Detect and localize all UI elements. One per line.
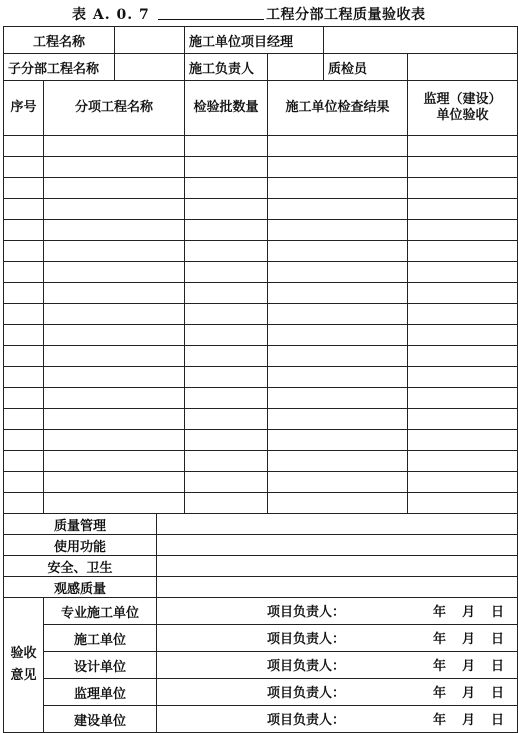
item-name-cell[interactable] xyxy=(44,136,185,157)
supervision-cell[interactable] xyxy=(408,409,518,430)
contractor-result-cell[interactable] xyxy=(268,493,408,514)
supervision-header-line2: 单位验收 xyxy=(436,108,489,123)
contractor-pm-label: 施工单位项目经理 xyxy=(185,27,324,54)
supervision-header-line1: 监理（建设） xyxy=(423,92,502,107)
acceptance-signature-cell[interactable] xyxy=(157,706,518,733)
year-label: 年 xyxy=(433,686,447,701)
check-label: 安全、卫生 xyxy=(4,556,157,577)
day-label: 日 xyxy=(491,686,505,701)
table-name: 工程分部工程质量验收表 xyxy=(266,7,426,23)
item-name-cell[interactable] xyxy=(44,220,185,241)
contractor-result-cell[interactable] xyxy=(268,472,408,493)
day-label: 日 xyxy=(491,659,505,674)
contractor-result-cell[interactable] xyxy=(268,262,408,283)
seq-cell[interactable] xyxy=(4,367,44,388)
year-label: 年 xyxy=(433,605,447,620)
batch-count-cell[interactable] xyxy=(185,325,268,346)
item-name-cell[interactable] xyxy=(44,325,185,346)
item-name-cell[interactable] xyxy=(44,241,185,262)
batch-count-cell[interactable] xyxy=(185,136,268,157)
batch-count-cell[interactable] xyxy=(185,430,268,451)
contractor-result-cell[interactable] xyxy=(268,178,408,199)
item-row xyxy=(4,178,518,199)
supervision-cell[interactable] xyxy=(408,220,518,241)
contractor-result-cell[interactable] xyxy=(268,220,408,241)
contractor-result-cell[interactable] xyxy=(268,346,408,367)
acceptance-unit-name: 施工单位 xyxy=(44,625,157,652)
supervision-cell[interactable] xyxy=(408,241,518,262)
item-name-cell[interactable] xyxy=(44,283,185,304)
contractor-result-cell[interactable] xyxy=(268,283,408,304)
supervision-cell[interactable] xyxy=(408,430,518,451)
month-label: 月 xyxy=(462,686,476,701)
inspector-field[interactable] xyxy=(408,54,518,81)
check-row xyxy=(4,556,518,577)
seq-cell[interactable] xyxy=(4,220,44,241)
batch-count-cell[interactable] xyxy=(185,472,268,493)
check-value-field[interactable] xyxy=(157,577,518,598)
form-title-bar xyxy=(0,0,518,26)
supervision-cell[interactable] xyxy=(408,367,518,388)
item-row xyxy=(4,472,518,493)
acceptance-label xyxy=(4,598,44,733)
month-label: 月 xyxy=(462,632,476,647)
batch-count-cell[interactable] xyxy=(185,346,268,367)
item-row xyxy=(4,388,518,409)
seq-cell[interactable] xyxy=(4,283,44,304)
seq-cell[interactable] xyxy=(4,199,44,220)
check-label: 观感质量 xyxy=(4,577,157,598)
contractor-result-cell[interactable] xyxy=(268,136,408,157)
seq-cell[interactable] xyxy=(4,409,44,430)
batch-count-cell[interactable] xyxy=(185,493,268,514)
item-row xyxy=(4,493,518,514)
seq-cell[interactable] xyxy=(4,262,44,283)
check-row xyxy=(4,535,518,556)
item-row xyxy=(4,325,518,346)
supervision-cell[interactable] xyxy=(408,346,518,367)
acceptance-signature-cell[interactable] xyxy=(157,625,518,652)
item-name-cell[interactable] xyxy=(44,388,185,409)
batch-count-cell[interactable] xyxy=(185,157,268,178)
supervision-cell[interactable] xyxy=(408,283,518,304)
acceptance-unit-name: 专业施工单位 xyxy=(44,598,157,625)
seq-cell[interactable] xyxy=(4,346,44,367)
contractor-result-cell[interactable] xyxy=(268,241,408,262)
subdivision-label: 子分部工程名称 xyxy=(4,54,115,81)
supervision-cell[interactable] xyxy=(408,472,518,493)
item-row xyxy=(4,241,518,262)
check-value-field[interactable] xyxy=(157,535,518,556)
item-row xyxy=(4,304,518,325)
contractor-result-cell[interactable] xyxy=(268,325,408,346)
contractor-result-cell[interactable] xyxy=(268,157,408,178)
seq-cell[interactable] xyxy=(4,493,44,514)
contractor-result-header: 施工单位检查结果 xyxy=(268,81,408,136)
contractor-pm-field[interactable] xyxy=(324,27,518,54)
person-label: 项目负责人： xyxy=(267,659,346,674)
check-row xyxy=(4,577,518,598)
item-name-cell[interactable] xyxy=(44,346,185,367)
supervision-cell[interactable] xyxy=(408,388,518,409)
batch-count-cell[interactable] xyxy=(185,241,268,262)
item-name-cell[interactable] xyxy=(44,367,185,388)
contractor-lead-label: 施工负责人 xyxy=(185,54,268,81)
supervision-cell[interactable] xyxy=(408,157,518,178)
contractor-result-cell[interactable] xyxy=(268,409,408,430)
batch-count-cell[interactable] xyxy=(185,304,268,325)
item-row xyxy=(4,409,518,430)
day-label: 日 xyxy=(491,605,505,620)
item-row xyxy=(4,367,518,388)
month-label: 月 xyxy=(462,605,476,620)
check-value-field[interactable] xyxy=(157,556,518,577)
batch-count-cell[interactable] xyxy=(185,388,268,409)
acceptance-signature-cell[interactable] xyxy=(157,679,518,706)
seq-cell[interactable] xyxy=(4,325,44,346)
item-name-cell[interactable] xyxy=(44,178,185,199)
acceptance-row xyxy=(4,679,518,706)
acceptance-row xyxy=(4,598,518,625)
batch-count-cell[interactable] xyxy=(185,220,268,241)
acceptance-unit-name: 建设单位 xyxy=(44,706,157,733)
person-label: 项目负责人： xyxy=(267,713,346,728)
column-header-row xyxy=(4,81,518,136)
seq-header: 序号 xyxy=(4,81,44,136)
info-row-2 xyxy=(4,54,518,81)
seq-cell[interactable] xyxy=(4,241,44,262)
batch-count-cell[interactable] xyxy=(185,451,268,472)
item-name-cell[interactable] xyxy=(44,451,185,472)
item-row xyxy=(4,283,518,304)
seq-cell[interactable] xyxy=(4,472,44,493)
title-blank-line[interactable] xyxy=(158,19,264,20)
supervision-cell[interactable] xyxy=(408,178,518,199)
check-label: 使用功能 xyxy=(4,535,157,556)
subdivision-field[interactable] xyxy=(115,54,185,81)
acceptance-signature-cell[interactable] xyxy=(157,652,518,679)
item-row xyxy=(4,136,518,157)
acceptance-label-line2: 意见 xyxy=(10,668,37,683)
item-row xyxy=(4,262,518,283)
year-label: 年 xyxy=(433,713,447,728)
batch-count-cell[interactable] xyxy=(185,283,268,304)
month-label: 月 xyxy=(462,713,476,728)
person-label: 项目负责人： xyxy=(267,605,346,620)
item-row xyxy=(4,157,518,178)
batch-count-cell[interactable] xyxy=(185,262,268,283)
supervision-cell[interactable] xyxy=(408,325,518,346)
day-label: 日 xyxy=(491,713,505,728)
person-label: 项目负责人： xyxy=(267,686,346,701)
project-name-label: 工程名称 xyxy=(4,27,115,54)
year-label: 年 xyxy=(433,632,447,647)
inspector-label: 质检员 xyxy=(324,54,408,81)
supervision-cell[interactable] xyxy=(408,304,518,325)
supervision-cell[interactable] xyxy=(408,136,518,157)
acceptance-row xyxy=(4,652,518,679)
seq-cell[interactable] xyxy=(4,451,44,472)
item-name-cell[interactable] xyxy=(44,409,185,430)
seq-cell[interactable] xyxy=(4,430,44,451)
contractor-result-cell[interactable] xyxy=(268,388,408,409)
item-row xyxy=(4,220,518,241)
seq-cell[interactable] xyxy=(4,388,44,409)
seq-cell[interactable] xyxy=(4,157,44,178)
supervision-cell[interactable] xyxy=(408,199,518,220)
month-label: 月 xyxy=(462,659,476,674)
contractor-result-cell[interactable] xyxy=(268,304,408,325)
acceptance-unit-name: 监理单位 xyxy=(44,679,157,706)
item-name-cell[interactable] xyxy=(44,493,185,514)
batch-count-cell[interactable] xyxy=(185,367,268,388)
person-label: 项目负责人： xyxy=(267,632,346,647)
item-row xyxy=(4,199,518,220)
item-name-cell[interactable] xyxy=(44,199,185,220)
contractor-result-cell[interactable] xyxy=(268,451,408,472)
item-row xyxy=(4,430,518,451)
item-name-cell[interactable] xyxy=(44,157,185,178)
acceptance-row xyxy=(4,706,518,733)
batch-count-cell[interactable] xyxy=(185,199,268,220)
seq-cell[interactable] xyxy=(4,178,44,199)
contractor-result-cell[interactable] xyxy=(268,430,408,451)
info-row-1 xyxy=(4,27,518,54)
seq-cell[interactable] xyxy=(4,304,44,325)
supervision-cell[interactable] xyxy=(408,493,518,514)
item-name-cell[interactable] xyxy=(44,304,185,325)
batch-count-cell[interactable] xyxy=(185,409,268,430)
day-label: 日 xyxy=(491,632,505,647)
item-name-header: 分项工程名称 xyxy=(44,81,185,136)
seq-cell[interactable] xyxy=(4,136,44,157)
supervision-header xyxy=(408,81,518,136)
check-row xyxy=(4,514,518,535)
supervision-cell[interactable] xyxy=(408,262,518,283)
batch-count-cell[interactable] xyxy=(185,178,268,199)
acceptance-signature-cell[interactable] xyxy=(157,598,518,625)
item-row xyxy=(4,346,518,367)
acceptance-row xyxy=(4,625,518,652)
check-value-field[interactable] xyxy=(157,514,518,535)
check-label: 质量管理 xyxy=(4,514,157,535)
contractor-result-cell[interactable] xyxy=(268,199,408,220)
item-name-cell[interactable] xyxy=(44,262,185,283)
item-name-cell[interactable] xyxy=(44,430,185,451)
item-name-cell[interactable] xyxy=(44,472,185,493)
contractor-lead-field[interactable] xyxy=(268,54,324,81)
batch-count-header: 检验批数量 xyxy=(185,81,268,136)
acceptance-unit-name: 设计单位 xyxy=(44,652,157,679)
contractor-result-cell[interactable] xyxy=(268,367,408,388)
acceptance-form-table xyxy=(3,26,518,733)
year-label: 年 xyxy=(433,659,447,674)
acceptance-label-line1: 验收 xyxy=(10,646,37,661)
supervision-cell[interactable] xyxy=(408,451,518,472)
project-name-field[interactable] xyxy=(115,27,185,54)
item-row xyxy=(4,451,518,472)
table-code: 表 A. 0. 7 xyxy=(72,7,150,23)
